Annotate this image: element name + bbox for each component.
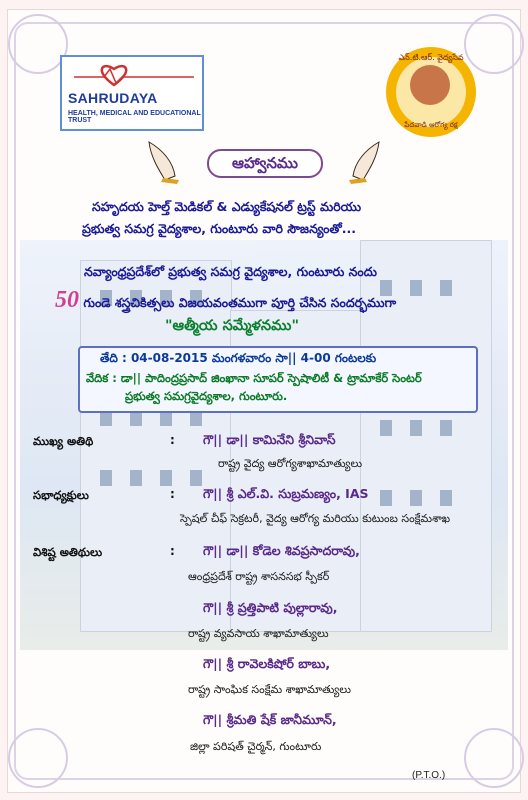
president-designation: స్పెషల్ చీఫ్ సెక్రటరీ, వైద్య ఆరోగ్య మరియు కుటుంబ సంక్షేమశాఖ	[180, 512, 451, 525]
corner-ornament-icon	[464, 728, 524, 788]
sahrudaya-logo	[60, 55, 204, 131]
invitation-title: ఆహ్వానము	[207, 149, 323, 178]
colon: :	[170, 433, 175, 447]
portrait-icon	[410, 65, 450, 105]
event-name: "ఆత్మీయ సమ్మేళనము"	[165, 318, 299, 334]
colon: :	[170, 487, 175, 501]
seal-top-text: ఎన్.టి.ఆర్. వైద్యసేవ	[398, 53, 464, 62]
chief-guest-name: గౌ|| డా|| కామినేని శ్రీనివాస్	[203, 432, 336, 447]
special-guest-name: గౌ|| శ్రీమతి షేక్ జానీమూన్,	[203, 712, 337, 727]
intro-line-2: ప్రభుత్వ సమగ్ర వైద్యశాల, గుంటూరు వారి సౌజన్యంతో...	[82, 221, 356, 236]
chief-guest-label: ముఖ్య అతిథి	[33, 434, 94, 448]
pto-note: (P.T.O.)	[412, 770, 446, 781]
corner-ornament-icon	[464, 14, 524, 74]
namaste-hands-icon	[143, 140, 183, 186]
venue-line-2: ప్రభుత్వ సమగ్రవైద్యశాల, గుంటూరు.	[125, 389, 288, 403]
venue-line-1: వేదిక : డా|| పాదింద్రప్రసాద్ జింఖానా సూపర్ స్పెషాలిటీ & ట్రామాకేర్ సెంటర్	[86, 371, 422, 385]
colon: :	[170, 544, 175, 558]
date-time: తేది : 04-08-2015 మంగళవారం సా|| 4-00 గంటలకు	[100, 351, 377, 365]
special-guest-name: గౌ|| డా|| కోడెల శివప్రసాదరావు,	[203, 543, 360, 558]
occasion-text: గుండె శస్త్రచికిత్సలు విజయవంతముగా పూర్తి చేసిన సందర్భముగా	[83, 295, 397, 310]
namaste-hands-icon	[345, 140, 385, 186]
heart-pulse-icon	[64, 59, 204, 93]
intro-line-1: సహృదయ హెల్త్ మెడికల్ & ఎడ్యుకేషనల్ ట్రస్ట్ మరియు	[92, 199, 362, 214]
seal-bottom-text: పేదవాడి ఆరోగ్య రక్ష	[404, 121, 458, 129]
logo-tagline: HEALTH, MEDICAL AND EDUCATIONAL TRUST	[68, 110, 201, 124]
special-guest-name: గౌ|| శ్రీ ప్రత్తిపాటి పుల్లారావు,	[203, 600, 338, 615]
corner-ornament-icon	[8, 728, 68, 788]
special-guest-designation: జిల్లా పరిషత్ చైర్మన్, గుంటూరు	[190, 740, 322, 753]
occasion-line-2	[55, 287, 396, 314]
special-guest-name: గౌ|| శ్రీ రావెలకిషోర్ బాబు,	[203, 656, 331, 671]
schedule-box	[78, 346, 478, 413]
president-label: సభాధ్యక్షులు	[33, 488, 89, 502]
logo-title: SAHRUDAYA	[68, 90, 158, 106]
special-guest-designation: రాష్ట్ర సాంఘిక సంక్షేమ శాఖామాత్యులు	[188, 683, 351, 696]
surgery-count: 50	[55, 287, 79, 313]
special-guest-designation: రాష్ట్ర వ్యవసాయ శాఖామాత్యులు	[188, 627, 329, 640]
president-name: గౌ|| శ్రీ ఎల్.వి. సుబ్రమణ్యం, IAS	[203, 486, 369, 501]
ntr-vaidyaseva-seal	[386, 47, 476, 137]
chief-guest-designation: రాష్ట్ర వైద్య ఆరోగ్యశాఖామాత్యులు	[218, 457, 363, 470]
occasion-line-1: నవ్యాంధ్రప్రదేశ్‌లో ప్రభుత్వ సమగ్ర వైద్యశాల, గుంటూరు నందు	[84, 264, 377, 279]
corner-ornament-icon	[8, 14, 68, 74]
special-guests-label: విశిష్ట అతిథులు	[33, 545, 103, 559]
special-guest-designation: ఆంధ్రప్రదేశ్ రాష్ట్ర శాసనసభ స్పీకర్	[188, 570, 330, 583]
